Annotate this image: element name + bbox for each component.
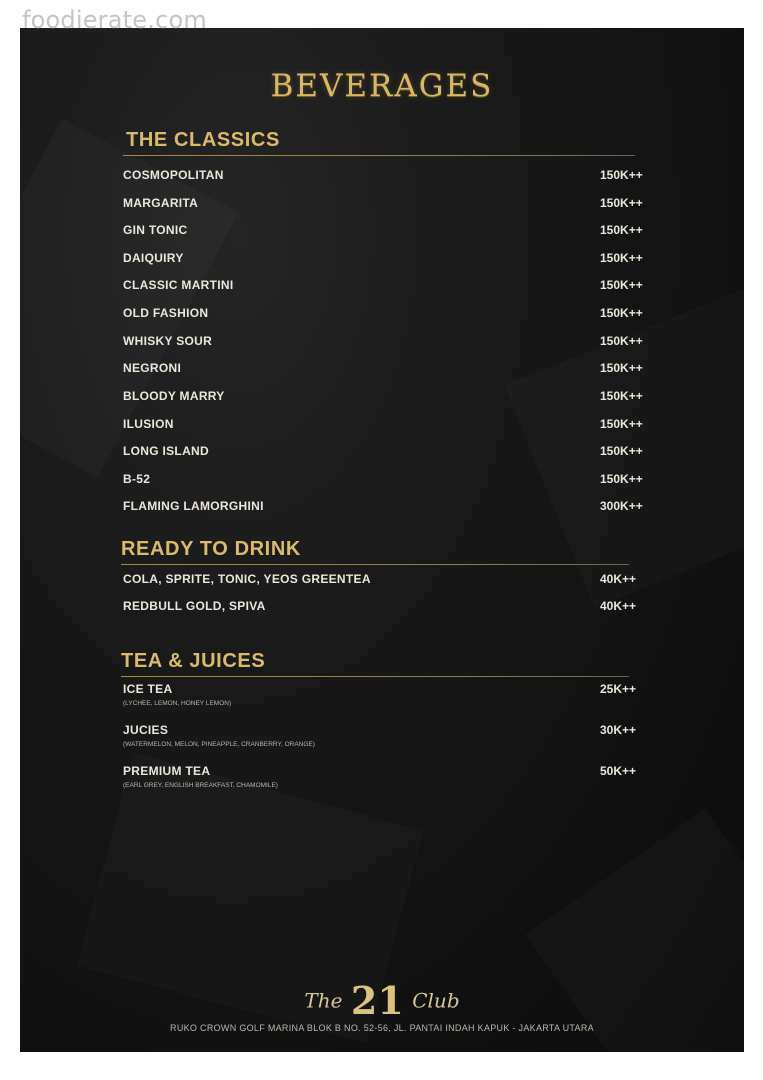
item-name: OLD FASHION	[123, 306, 209, 320]
item-name: DAIQUIRY	[123, 251, 184, 265]
item-note: (EARL GREY, ENGLISH BREAKFAST, CHAMOMILE)	[123, 782, 278, 789]
item-price: 150K++	[600, 306, 643, 320]
menu-item	[123, 196, 653, 212]
item-price: 40K++	[600, 572, 637, 586]
address-text: RUKO CROWN GOLF MARINA BLOK B NO. 52-56, JL. PANTAI INDAH KAPUK - JAKARTA UTARA	[170, 1023, 594, 1033]
section-divider	[123, 155, 635, 156]
menu-item	[123, 334, 653, 350]
watermark-text: foodierate.com	[22, 6, 207, 34]
item-price: 25K++	[600, 682, 637, 696]
item-price: 150K++	[600, 444, 643, 458]
menu-item	[123, 599, 653, 615]
item-price: 150K++	[600, 168, 643, 182]
menu-item	[123, 251, 653, 267]
item-name: WHISKY SOUR	[123, 334, 213, 348]
item-price: 50K++	[600, 764, 637, 778]
item-name: PREMIUM TEA	[123, 764, 211, 778]
item-price: 150K++	[600, 223, 643, 237]
menu-item	[123, 682, 653, 698]
item-name: BLOODY MARRY	[123, 389, 225, 403]
menu-item	[123, 499, 653, 515]
item-price: 40K++	[600, 599, 637, 613]
item-name: CLASSIC MARTINI	[123, 278, 234, 292]
item-name: JUCIES	[123, 723, 169, 737]
item-price: 150K++	[600, 361, 643, 375]
menu-item	[123, 764, 653, 780]
menu-item	[123, 223, 653, 239]
menu-page	[20, 28, 744, 1052]
section-title-classics: THE CLASSICS	[126, 129, 280, 151]
item-price: 300K++	[600, 499, 643, 513]
item-name: COSMOPOLITAN	[123, 168, 224, 182]
item-price: 30K++	[600, 723, 637, 737]
menu-item	[123, 444, 653, 460]
item-name: FLAMING LAMORGHINI	[123, 499, 264, 513]
section-title-tea-juices: TEA & JUICES	[121, 650, 266, 672]
menu-item	[123, 472, 653, 488]
item-name: MARGARITA	[123, 196, 199, 210]
menu-item	[123, 723, 653, 739]
item-price: 150K++	[600, 334, 643, 348]
item-name: COLA, SPRITE, TONIC, YEOS GREENTEA	[123, 572, 371, 586]
item-name: REDBULL GOLD, SPIVA	[123, 599, 266, 613]
item-note: (WATERMELON, MELON, PINEAPPLE, CRANBERRY, ORANGE)	[123, 741, 315, 748]
section-title-ready-to-drink: READY TO DRINK	[121, 538, 301, 560]
menu-item	[123, 168, 653, 184]
item-name: ICE TEA	[123, 682, 173, 696]
item-price: 150K++	[600, 417, 643, 431]
menu-item	[123, 278, 653, 294]
club-logo	[20, 978, 744, 1023]
item-note: (LYCHEE, LEMON, HONEY LEMON)	[123, 700, 232, 707]
item-name: GIN TONIC	[123, 223, 188, 237]
item-name: ILUSION	[123, 417, 174, 431]
section-divider	[121, 564, 629, 565]
menu-item	[123, 306, 653, 322]
menu-item	[123, 417, 653, 433]
menu-item	[123, 361, 653, 377]
logo-suffix: Club	[412, 988, 460, 1013]
item-name: LONG ISLAND	[123, 444, 209, 458]
menu-item	[123, 389, 653, 405]
page-title: BEVERAGES	[270, 68, 494, 104]
logo-number: 21	[350, 978, 404, 1023]
item-price: 150K++	[600, 472, 643, 486]
item-name: B-52	[123, 472, 151, 486]
section-divider	[121, 676, 629, 677]
item-price: 150K++	[600, 278, 643, 292]
item-name: NEGRONI	[123, 361, 182, 375]
item-price: 150K++	[600, 196, 643, 210]
item-price: 150K++	[600, 251, 643, 265]
logo-prefix: The	[304, 988, 343, 1013]
menu-item	[123, 572, 653, 588]
item-price: 150K++	[600, 389, 643, 403]
